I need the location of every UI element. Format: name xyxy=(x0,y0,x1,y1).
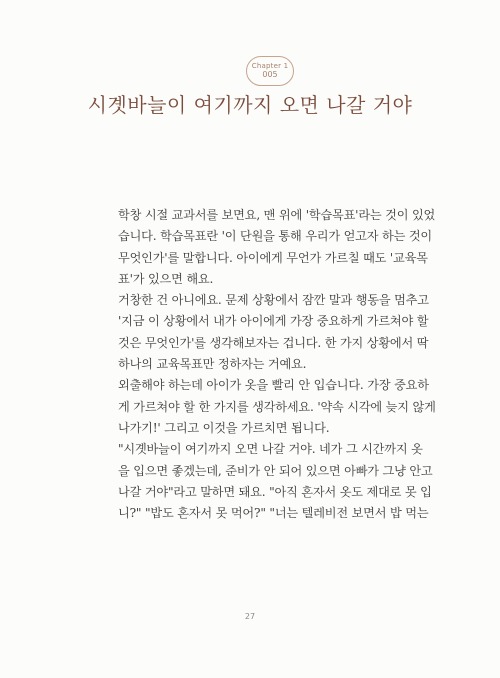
chapter-number: 005 xyxy=(262,70,278,79)
body-text xyxy=(118,205,438,524)
body-paragraph: "시곗바늘이 여기까지 오면 나갈 거야. 네가 그 시간까지 옷 을 입으면 좋겠는데, 준비가 안 되어 있으면 아빠가 그냥 안고 나갈 거야"라고 말하면 돼요. "아직 혼자서 옷도 제대로 못 입 니?" "밥도 혼자서 못 먹어?" "너는 텔레비전 보면서 밥 먹는 xyxy=(118,442,433,521)
chapter-title: 시곗바늘이 여기까지 오면 나갈 거야 xyxy=(87,93,413,117)
body-paragraph: 외출해야 하는데 아이가 옷을 빨리 안 입습니다. 가장 중요하 게 가르쳐야 할 한 가지를 생각하세요. '약속 시각에 늦지 않게 나가기!' 그리고 이것을 가르치면 됩니다. xyxy=(118,378,436,435)
chapter-label: Chapter 1 xyxy=(251,62,289,70)
chapter-badge xyxy=(246,56,294,86)
page-number: 27 xyxy=(244,612,256,621)
body-paragraph: 거창한 건 아니에요. 문제 상황에서 잠깐 말과 행동을 멈추고 '지금 이 상황에서 내가 아이에게 가장 중요하게 가르쳐야 할 것은 무엇인가'를 생각해보자는 겁니다. 한 가지 상황에서 딱 하나의 교육목표만 정하자는 거예요. xyxy=(118,293,429,372)
body-paragraph: 학창 시절 교과서를 보면요, 맨 위에 '학습목표'라는 것이 있었 습니다. 학습목표란 '이 단원을 통해 우리가 얻고자 하는 것이 무엇인가'를 말합니다. 아이에게 무언가 가르칠 때도 '교육목 표'가 있으면 해요. xyxy=(118,208,436,286)
